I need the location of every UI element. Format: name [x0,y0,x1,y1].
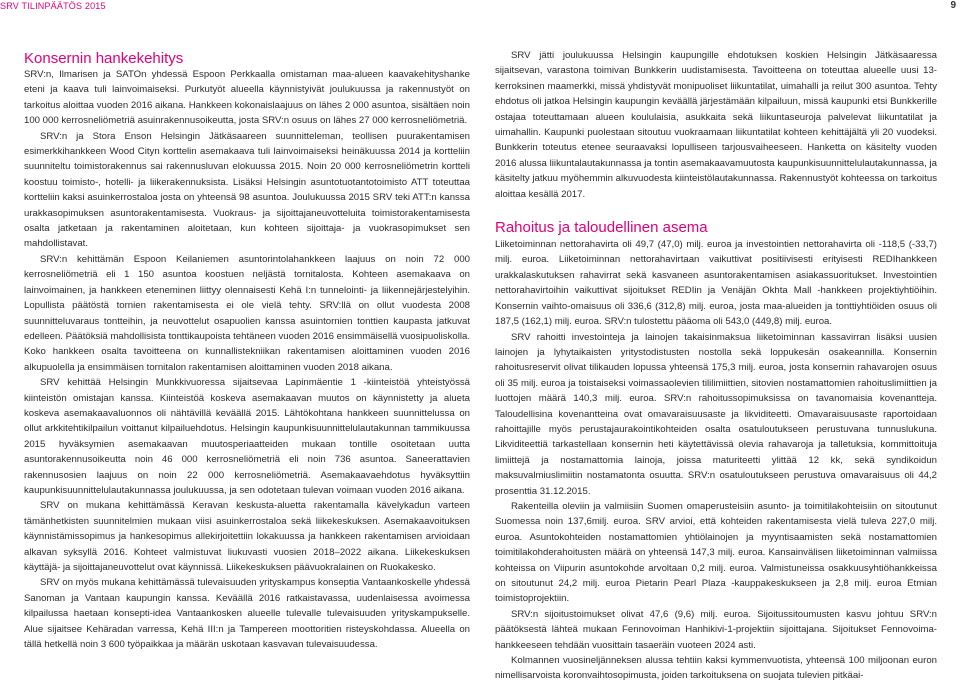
paragraph: Liiketoiminnan nettorahavirta oli 49,7 (47,0) milj. euroa ja investointien nettorahavirta oli -118,5 (-33,7) milj. euroa. Liiketoiminnan nettorahavirtaan vaikuttivat positiivisesti erityisesti REDIhankkeen urakkalaskutuksen rahavirrat sekä kasvaneen asuntorakentamisen asiakassuoritukset. Investointien nettorahavirtoihin vaikuttivat sijoitukset REDIin ja Venäjän Okhta Mall -hankkeen projektiyhtiöihin. Konsernin vaihto-omaisuus oli 336,6 (312,8) milj. euroa, josta maa-alueiden ja tonttiyhtiöiden osuus oli 187,5 (162,1) milj. euroa. SRV:n tulostettu pääoma oli 543,0 (449,8) milj. euroa. [495,239,937,328]
paragraph: SRV jätti joulukuussa Helsingin kaupungille ehdotuksen koskien Helsingin Jätkäsaaressa sijaitsevan, varastona toimivan Bunkkerin uudistamisesta. Tavoitteena on toteuttaa alueelle uusi 13-kerroksinen maamerkki, missä yhdistyvät monipuoliset liikuntatilat, uimahalli ja reilut 300 asuntoa. Tehty ehdotus oli jatkoa Helsingin kaupungin keväällä järjestämään kilpailuun, missä kaupunki etsi Bunkkerille ostajaa toteuttamaan alueen koululaisia, asukkaita sekä liikuntaseuroja palvelevat liikuntatilat ja uimahallin. Kaupunki puolestaan sitoutuu vuokraamaan liikuntatilat kohteen kehittäjältä yli 20 vuodeksi. Bunkkerin toteutus etenee seuraavaksi lopulliseen tarjousvaiheeseen. Hanketta on käsitelty vuoden 2016 alussa liikuntalautakunnassa ja tontin asemakaavamuutosta kaupunkisuunnittelulautakunnassa, ja käsitelty jatkuu myöhemmin alkuvuodesta kiinteistölautakunnassa. Rakennustyöt kohteessa on tarkoitus aloittaa kesällä 2017. [495,50,937,200]
paragraph: SRV:n ja Stora Enson Helsingin Jätkäsaareen suunnitteleman, teollisen puurakentamisen esimerkkihankkeen Wood Cityn korttelin asemakaava tuli lainvoimaiseksi heinäkuussa 2014 ja kortteliin suunniteltu toimistorakennus sai rakennusluvan elokuussa 2015. Noin 20 000 kerrosneliömetrin kortteli koostuu toimisto-, hotelli- ja liikerakennuksista. Lisäksi Helsingin asuntotuotantotoimisto ATT toteuttaa kortteliin kaksi asuinkerrostaloa josta on yhteensä 98 asuntoa. Joulukuussa 2015 SRV teki ATT:n kanssa urakkasopimuksen asuntorakentamisesta. Vuokraus- ja sijoittajaneuvotteluita toimistorakentamisesta osalta jatketaan ja rakentaminen aloitetaan, kun kohteen sijoittaja- ja vuokrasopimukset sen mahdollistavat. [24,130,470,250]
paragraph: Rakenteilla oleviin ja valmiisiin Suomen omaperusteisiin asunto- ja toimitilakohteisiin on sitoutunut Suomessa noin 137,6milj. euroa. SRV arvioi, että kohteiden rakentamisesta vielä tuleva 227,0 milj. euroa. Asuntokohteiden nostamattomien yhtiölainojen ja myyntisaamisten sekä nostamattomien toimitilakohderahoitusten määrä on yhteensä 147,3 milj. euroa. Kansainvälisen liiketoiminnan valmiissa kohteissa on Viipurin asuntokohde arvoltaan 0,2 milj. euroa. Valmistuneissa osakkuusyhtiöhankkeissa on sitoutunut 24,2 milj. euroa Pietarin Pearl Plaza -kauppakeskukseen ja 2,8 milj. euroa Etmian toimistoprojektiin. [495,500,937,605]
section-heading-hankekehitys: Konsernin hankekehitys [24,50,184,67]
paragraph: SRV:n sijoitustoimukset olivat 47,6 (9,6) milj. euroa. Sijoitussitoumusten kasvu johtuu SRV:n päätöksestä lähteä mukaan Fennovoiman Hanhikivi-1-projektiin sijoittajana. Sijoitukset Fennovoima-hankkeeseen tehdään vuosittain tasaeräin vuoteen 2024 asti. [495,608,937,651]
report-title: SRV TILINPÄÄTÖS 2015 [0,1,106,11]
section-heading-rahoitus: Rahoitus ja taloudellinen asema [495,219,708,237]
paragraph: SRV kehittää Helsingin Munkkivuoressa sijaitsevaa Lapinmäentie 1 -kiinteistöä yhteistyössä kiinteistön omistajan kanssa. Kiinteistöä koskeva asemakaavan muutos on käynnistetty ja alueta koskeva asemakaavaluonnos oli nähtävillä keväällä 2015. Lähtökohtana hankkeen suunnittelussa on ollut arkkitehtikilpailun voittanut kilpailuehdotus. Helsingin kaupunkisuunnittelulautakunnan tammikuussa 2015 hyväksymien asemakaavan muutosperiaatteiden mukaan tontille osoitetaan uutta asuntorakennusoikeutta noin 46 000 kerrosneliömetriä eli noin 736 asuntoa. Saneerattavien rakennusosien laajuus on noin 22 000 kerrosneliömetriä. Asemakaavaehdotus hyväksyttiin kaupunkisuunnittelulautakunnassa joulukuussa, ja sen odotetaan tulevan voimaan vuoden 2016 aikana. [24,377,470,496]
right-column [495,48,937,684]
paragraph: SRV on mukana kehittämässä Keravan keskusta-aluetta rakentamalla kävelykadun varteen tämänhetkisten suunnitelmien mukaan viisi asuinkerrostaloa sekä liikekeskuksen. Asemakaavoituksen käynnistämissopimus ja hankesopimus allekirjoitettiin lokakuussa ja hankkeen rakentamisen arvioidaan alkavan syksyllä 2016. Kohteet valmistuvat liukuvasti vuosien 2018–2022 aikana. Liikekeskuksen käyttäjä- ja sijoittajaneuvottelut ovat käynnissä. Liikekeskuksen päävuokralainen on Ruokakesko. [24,500,470,573]
page-number: 9 [950,0,956,11]
paragraph: SRV:n, Ilmarisen ja SATOn yhdessä Espoon Perkkaalla omistaman maa-alueen kaavakehityshanke eteni ja kaava tuli lainvoimaiseksi. Purkutyöt alueella käynnistyivät joulukuussa ja rakennustyöt on tarkoitus aloittaa vuoden 2016 aikana. Hankkeen kokonaislaajuus on lähes 2 000 asuntoa, sisältäen noin 100 000 kerrosneliömetriä asuinrakennusoikeutta, josta SRV:n osuus on lähes 27 000 kerrosneliömetriä. [24,69,470,127]
paragraph: SRV rahoitti investointeja ja lainojen takaisinmaksua liiketoiminnan kassavirran lisäksi uusien lainojen ja lyhytaikaisten yritystodistusten nostolla sekä loppukesän osakeannilla. Konsernin rahoitusreservit olivat tilikauden lopussa yhteensä 175,3 milj. euroa, josta konsernin rahavarojen osuus oli 35 milj. euroa ja toistaiseksi voimassaolevien tililimiittien, sitovien nostamattomien rahoituslimiittien ja luottojen määrä 140,3 milj. euroa. SRV:n rahoitussopimuksissa on tavanomaisia kovenantteja. Taloudellisina kovenantteina ovat omavaraisuusaste ja likviditeetti. Omavaraisuusaste raportoidaan rahoittajille myös perustajaurakointikohteiden osalta osatuloutukseen perustuvana tunnuslukuna. Likviditeettiä tarkastellaan konsernin heti käytettävissä olevia rahavaroja ja talletuksia, kommittoituja limiittejä ja nostamattomia lainoja, joissa maturiteetti ylittää 12 kk, sekä syndikoidun maksuvalmiuslimiitin nostamatonta osuutta. SRV:n osatuloutukseen perustuva omavaraisuus oli 44,2 prosenttia 31.12.2015. [495,331,937,497]
paragraph: SRV:n kehittämän Espoon Keilaniemen asuntorintolahankkeen laajuus on noin 72 000 kerrosneliömetriä eli 1 150 asuntoa koostuen neljästä tornitalosta. Kohteen asemakaava on lainvoimainen, ja hankkeen eteneminen liittyy olennaisesti Kehä I:n tunnelointi- ja liikennejärjestelyihin. Lopullista päätöstä tornien rakentamisesta ei ole vielä tehty. SRV:llä on ollut vuodesta 2008 suunnitteluvaraus tontteihin, ja neuvottelut osapuolien kanssa asuintornien tonttien kaupasta jatkuvat edelleen. Päätöksiä mahdollisista tonttikaupoista tehtäneen vuoden 2016 ensimmäisellä vuosipuoliskolla. Koko hankkeen osalta tavoitteena on kunnallistekniikan rakentamisen aloittaminen vuoden 2016 alkupuolella ja ensimmäisen tornitalon rakentamisen aloittaminen vuoden 2018 aikana. [24,253,470,373]
page-header [0,0,960,12]
paragraph: SRV on myös mukana kehittämässä tulevaisuuden yrityskampus konseptia Vantaankoskelle yhdessä Sanoman ja Vantaan kaupungin kanssa. Keväällä 2016 ratkaistavassa, uudenlaisessa avoimessa kilpailussa haetaan konsepti-idea Vantaankosken alueelle tulevalle tulevaisuuden yrityskampukselle. Alue sijaitsee Kehäradan varressa, Kehä III:n ja Tampereen moottoritien risteyskohdassa. Alueella on tällä hetkellä noin 3 600 työpaikkaa ja määrän uskotaan kasvavan tulevaisuudessa. [24,577,470,651]
left-column [24,50,470,652]
paragraph: Kolmannen vuosineljänneksen alussa tehtiin kaksi kymmenvuotista, yhteensä 100 miljoonan euron nimellisarvoista koronvaihtosopimusta, joiden tarkoituksena on suojata tulevien pitkäai- [495,655,937,682]
